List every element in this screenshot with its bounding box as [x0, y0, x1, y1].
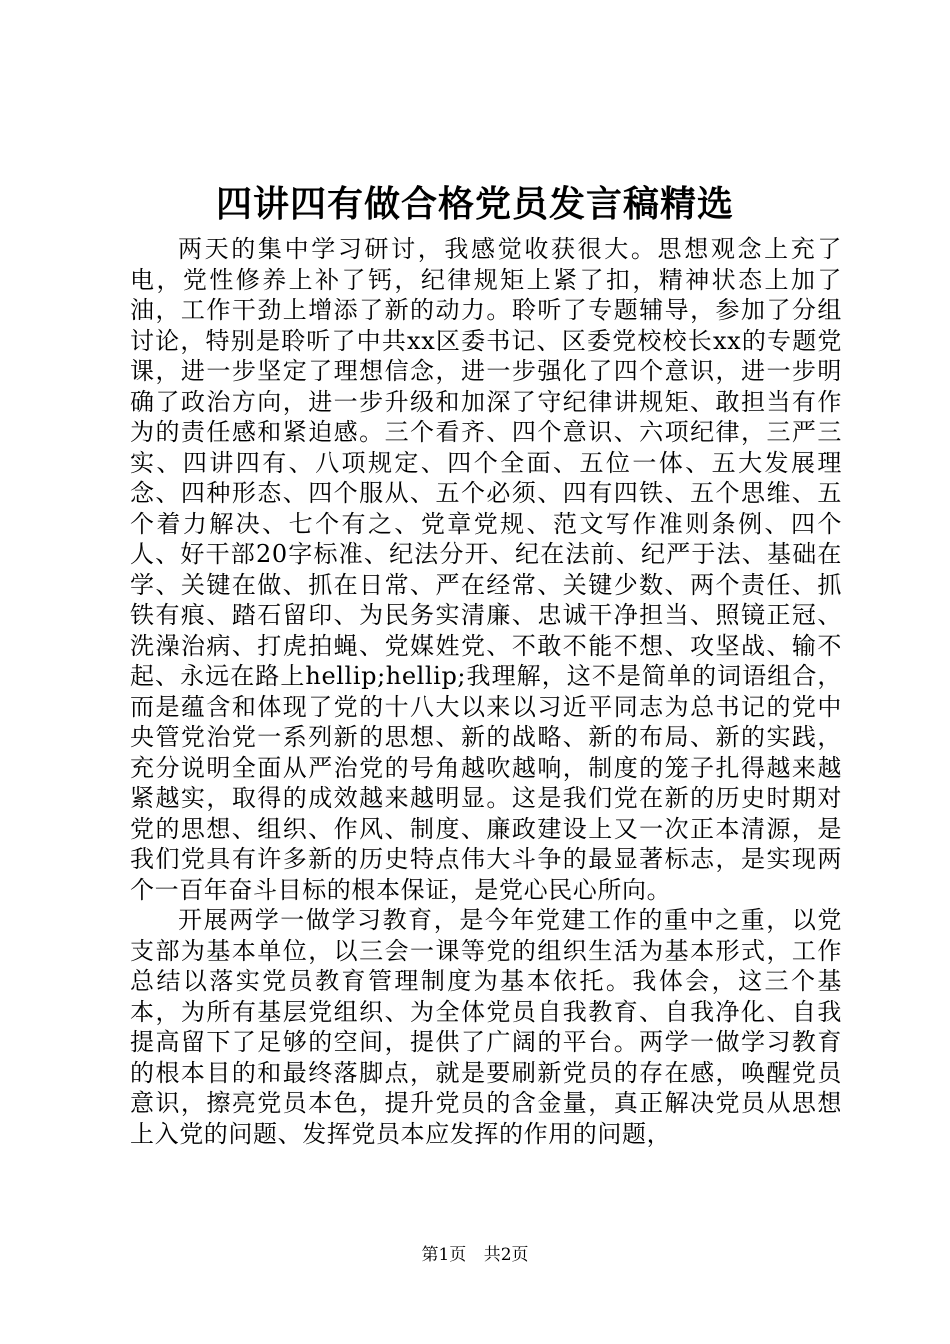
page-number-total: 共2页 — [483, 1245, 529, 1265]
page-number-current: 第1页 — [421, 1245, 467, 1265]
page-footer — [0, 1244, 950, 1266]
body-paragraph-1: 两天的集中学习研讨，我感觉收获很大。思想观念上充了电，党性修养上补了钙，纪律规矩上紧了扣，精神状态上加了油，工作干劲上增添了新的动力。聆听了专题辅导，参加了分组讨论，特别是聆听了中共xx区委书记、区委党校校长xx的专题党课，进一步坚定了理想信念，进一步强化了四个意识，进一步明确了政治方向，进一步升级和加深了守纪律讲规矩、敢担当有作为的责任感和紧迫感。三个看齐、四个意识、六项纪律，三严三实、四讲四有、八项规定、四个全面、五位一体、五大发展理念、四种形态、四个服从、五个必须、四有四铁、五个思维、五个着力解决、七个有之、党章党规、范文写作准则条例、四个人、好干部20字标准、纪法分开、纪在法前、纪严于法、基础在学、关键在做、抓在日常、严在经常、关键少数、两个责任、抓铁有痕、踏石留印、为民务实清廉、忠诚干净担当、照镜正冠、洗澡治病、打虎拍蝇、党媒姓党、不敢不能不想、攻坚战、输不起、永远在路上hellip;hellip;我理解，这不是简单的词语组合，而是蕴含和体现了党的十八大以来以习近平同志为总书记的党中央管党治党一系列新的思想、新的战略、新的布局、新的实践，充分说明全面从严治党的号角越吹越响，制度的笼子扎得越来越紧越实，取得的成效越来越明显。这是我们党在新的历史时期对党的思想、组织、作风、制度、廉政建设上又一次正本清源，是我们党具有许多新的历史特点伟大斗争的最显著标志，是实现两个一百年奋斗目标的根本保证，是党心民心所向。 — [130, 235, 842, 904]
document-body — [130, 234, 842, 1149]
document-title: 四讲四有做合格党员发言稿精选 — [215, 183, 734, 225]
body-paragraph-2: 开展两学一做学习教育，是今年党建工作的重中之重，以党支部为基本单位，以三会一课等党的组织生活为基本形式，工作总结以落实党员教育管理制度为基本依托。我体会，这三个基本，为所有基层党组织、为全体党员自我教育、自我净化、自我提高留下了足够的空间，提供了广阔的平台。两学一做学习教育的根本目的和最终落脚点，就是要刷新党员的存在感，唤醒党员意识，擦亮党员本色，提升党员的含金量，真正解决党员从思想上入党的问题、发挥党员本应发挥的作用的问题， — [130, 906, 842, 1148]
